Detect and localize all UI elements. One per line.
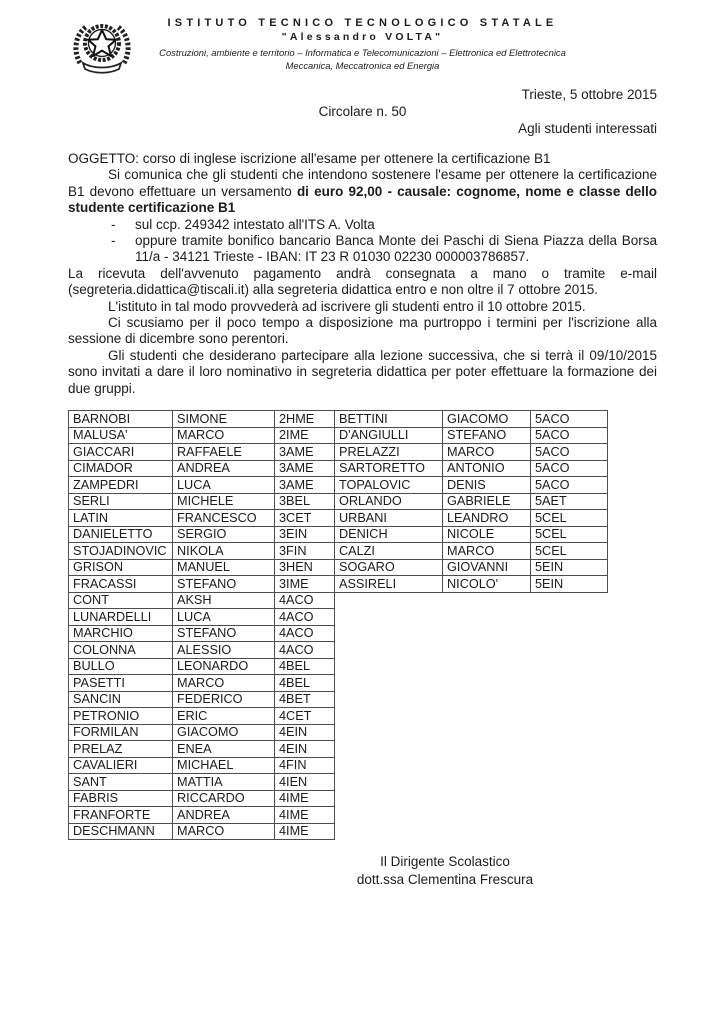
table-cell: DESCHMANN [69, 823, 173, 840]
table-row [69, 823, 335, 840]
table-cell: ENEA [173, 741, 275, 758]
table-cell: DENIS [443, 477, 531, 494]
table-cell: ORLANDO [335, 493, 443, 510]
table-cell: 5CEL [531, 543, 608, 560]
table-cell: BULLO [69, 658, 173, 675]
table-cell: MARCO [173, 427, 275, 444]
table-cell: ANDREA [173, 807, 275, 824]
table-cell: GIOVANNI [443, 559, 531, 576]
table-row [69, 609, 335, 626]
bullet-item-bank [68, 233, 657, 266]
table-cell: 4FIN [275, 757, 335, 774]
table-cell: 4BEL [275, 675, 335, 692]
table-row [69, 427, 608, 444]
table-cell: ASSIRELI [335, 576, 443, 593]
table-cell: TOPALOVIC [335, 477, 443, 494]
signature-name: dott.ssa Clementina Frescura [356, 871, 534, 887]
table-cell: MICHAEL [173, 757, 275, 774]
table-row [69, 774, 335, 791]
table-cell: 5ACO [531, 460, 608, 477]
table-cell: 5EIN [531, 576, 608, 593]
table-cell: FEDERICO [173, 691, 275, 708]
table-cell: RAFFAELE [173, 444, 275, 461]
table-row [69, 526, 608, 543]
table-cell: LATIN [69, 510, 173, 527]
table-row [69, 658, 335, 675]
table-cell: 3AME [275, 460, 335, 477]
school-name: ISTITUTO TECNICO TECNOLOGICO STATALE [167, 17, 558, 29]
signature-block [305, 853, 585, 888]
table-cell: 4ACO [275, 592, 335, 609]
table-row [69, 477, 608, 494]
table-cell: STOJADINOVIC [69, 543, 173, 560]
table-cell: 4ACO [275, 609, 335, 626]
table-row [69, 592, 335, 609]
table-cell: BETTINI [335, 411, 443, 428]
table-cell: MARCO [173, 675, 275, 692]
table-cell: MARCO [173, 823, 275, 840]
table-cell: GIACOMO [443, 411, 531, 428]
table-cell: 5EIN [531, 559, 608, 576]
table-cell: GABRIELE [443, 493, 531, 510]
table-row [69, 675, 335, 692]
table-cell: 4BET [275, 691, 335, 708]
table-cell: 3BEL [275, 493, 335, 510]
table-row [69, 444, 608, 461]
students-table-single [68, 592, 335, 841]
table-cell: MATTIA [173, 774, 275, 791]
table-cell: MARCHIO [69, 625, 173, 642]
table-cell: COLONNA [69, 642, 173, 659]
table-cell: 2HME [275, 411, 335, 428]
table-cell: FRACASSI [69, 576, 173, 593]
table-row [69, 625, 335, 642]
table-cell: FABRIS [69, 790, 173, 807]
letterhead [68, 17, 657, 79]
table-row [69, 708, 335, 725]
table-row [69, 510, 608, 527]
table-row [69, 691, 335, 708]
table-cell: 3AME [275, 444, 335, 461]
bullet-item-bank-text: oppure tramite bonifico bancario Banca Monte dei Paschi di Siena Piazza della Borsa 11/a - 34121 Trieste - IBAN: IT 23 R 01030 02230 000003786857. [135, 233, 657, 265]
table-cell: NICOLE [443, 526, 531, 543]
table-cell: ZAMPEDRI [69, 477, 173, 494]
paragraph-next-lesson: Gli studenti che desiderano partecipare alla lezione successiva, che si terrà il 09/10/2015 sono invitati a dare il loro nominativo in segreteria didattica per poter effettuare la formazione dei due gruppi. [68, 347, 657, 396]
table-cell: GRISON [69, 559, 173, 576]
paragraph-enrolment: L'istituto in tal modo provvederà ad iscrivere gli studenti entro il 10 ottobre 2015. [108, 298, 586, 314]
table-cell: PRELAZ [69, 741, 173, 758]
table-cell: CALZI [335, 543, 443, 560]
table-cell: SOGARO [335, 559, 443, 576]
table-row [69, 411, 608, 428]
table-cell: STEFANO [173, 625, 275, 642]
table-row [69, 724, 335, 741]
table-cell: STEFANO [443, 427, 531, 444]
table-cell: ALESSIO [173, 642, 275, 659]
table-cell: 4BEL [275, 658, 335, 675]
table-cell: 3IME [275, 576, 335, 593]
table-cell: MARCO [443, 444, 531, 461]
table-cell: 4ACO [275, 625, 335, 642]
paragraph-apology: Ci scusiamo per il poco tempo a disposizione ma purtroppo i termini per l'iscrizione alla sessione di dicembre sono perentori. [68, 315, 657, 347]
signature-role: Il Dirigente Scolastico [380, 854, 510, 870]
table-cell: BARNOBI [69, 411, 173, 428]
table-cell: SERLI [69, 493, 173, 510]
table-cell: MALUSA' [69, 427, 173, 444]
table-cell: ERIC [173, 708, 275, 725]
italian-republic-emblem-icon [69, 18, 135, 76]
table-cell: FRANCESCO [173, 510, 275, 527]
table-cell: AKSH [173, 592, 275, 609]
paragraph-payment-bold: di euro 92,00 - causale: cognome, nome e classe dello studente certificazione B1 [68, 183, 657, 216]
paragraph-receipt: La ricevuta dell'avvenuto pagamento andrà consegnata a mano o tramite e-mail (segreteria.didattica@tiscali.it) alla segreteria didattica entro e non oltre il 7 ottobre 2015. [68, 265, 657, 298]
table-row [69, 576, 608, 593]
table-cell: 3AME [275, 477, 335, 494]
table-cell: DANIELETTO [69, 526, 173, 543]
school-courses-line1: Costruzioni, ambiente e territorio – Informatica e Telecomunicazioni – Elettronica ed Elettrotecnica [159, 47, 566, 58]
table-cell: LUCA [173, 477, 275, 494]
table-cell: 5ACO [531, 444, 608, 461]
table-cell: 4IME [275, 807, 335, 824]
table-cell: 4IME [275, 790, 335, 807]
table-cell: GIACOMO [173, 724, 275, 741]
table-cell: CONT [69, 592, 173, 609]
table-cell: SIMONE [173, 411, 275, 428]
table-row [69, 559, 608, 576]
paragraph-payment-normal: Si comunica che gli studenti che intendono sostenere l'esame per ottenere la certificazione B1 devono effettuare un versamento [68, 167, 657, 199]
table-row [69, 460, 608, 477]
table-cell: 5CEL [531, 526, 608, 543]
table-cell: ANTONIO [443, 460, 531, 477]
table-row [69, 493, 608, 510]
table-cell: NIKOLA [173, 543, 275, 560]
table-cell: FRANFORTE [69, 807, 173, 824]
table-cell: MICHELE [173, 493, 275, 510]
table-cell: PRELAZZI [335, 444, 443, 461]
school-subname: "Alessandro VOLTA" [281, 31, 444, 43]
table-cell: 5ACO [531, 427, 608, 444]
bullet-dash: - [111, 216, 116, 232]
table-cell: CIMADOR [69, 460, 173, 477]
table-row [69, 642, 335, 659]
circular-number: Circolare n. 50 [318, 104, 407, 119]
table-cell: 3CET [275, 510, 335, 527]
table-cell: URBANI [335, 510, 443, 527]
table-cell: D'ANGIULLI [335, 427, 443, 444]
bullet-dash: - [111, 233, 116, 249]
table-cell: GIACCARI [69, 444, 173, 461]
table-row [69, 543, 608, 560]
table-cell: ANDREA [173, 460, 275, 477]
table-row [69, 790, 335, 807]
school-courses-line2: Meccanica, Meccatronica ed Energia [285, 60, 440, 71]
table-cell: DENICH [335, 526, 443, 543]
table-cell: 5ACO [531, 411, 608, 428]
table-cell: LUCA [173, 609, 275, 626]
table-row [69, 807, 335, 824]
subject-line: OGGETTO: corso di inglese iscrizione all'esame per ottenere la certificazione B1 [68, 151, 551, 166]
table-cell: STEFANO [173, 576, 275, 593]
table-row [69, 741, 335, 758]
table-cell: 5AET [531, 493, 608, 510]
bullet-item-ccp-text: sul ccp. 249342 intestato all'ITS A. Volta [135, 216, 375, 232]
table-cell: 5ACO [531, 477, 608, 494]
table-cell: SANCIN [69, 691, 173, 708]
table-cell: SERGIO [173, 526, 275, 543]
table-cell: NICOLO' [443, 576, 531, 593]
table-cell: SANT [69, 774, 173, 791]
table-cell: RICCARDO [173, 790, 275, 807]
table-row [69, 757, 335, 774]
table-cell: LEANDRO [443, 510, 531, 527]
table-cell: 4IEN [275, 774, 335, 791]
table-cell: CAVALIERI [69, 757, 173, 774]
table-cell: 4EIN [275, 741, 335, 758]
recipients-line: Agli studenti interessati [518, 121, 657, 136]
table-cell: LEONARDO [173, 658, 275, 675]
table-cell: LUNARDELLI [69, 609, 173, 626]
table-cell: 3HEN [275, 559, 335, 576]
table-cell: 4EIN [275, 724, 335, 741]
table-cell: 3EIN [275, 526, 335, 543]
table-cell: 2IME [275, 427, 335, 444]
table-cell: FORMILAN [69, 724, 173, 741]
table-cell: MANUEL [173, 559, 275, 576]
table-cell: PASETTI [69, 675, 173, 692]
bullet-item-ccp [68, 217, 657, 233]
table-cell: 4CET [275, 708, 335, 725]
table-cell: 4ACO [275, 642, 335, 659]
table-cell: 5CEL [531, 510, 608, 527]
table-cell: 4IME [275, 823, 335, 840]
paragraph-payment [68, 167, 657, 216]
table-cell: PETRONIO [69, 708, 173, 725]
place-date-line: Trieste, 5 ottobre 2015 [521, 87, 657, 102]
table-cell: 3FIN [275, 543, 335, 560]
table-cell: MARCO [443, 543, 531, 560]
students-table-paired [68, 410, 608, 593]
table-cell: SARTORETTO [335, 460, 443, 477]
